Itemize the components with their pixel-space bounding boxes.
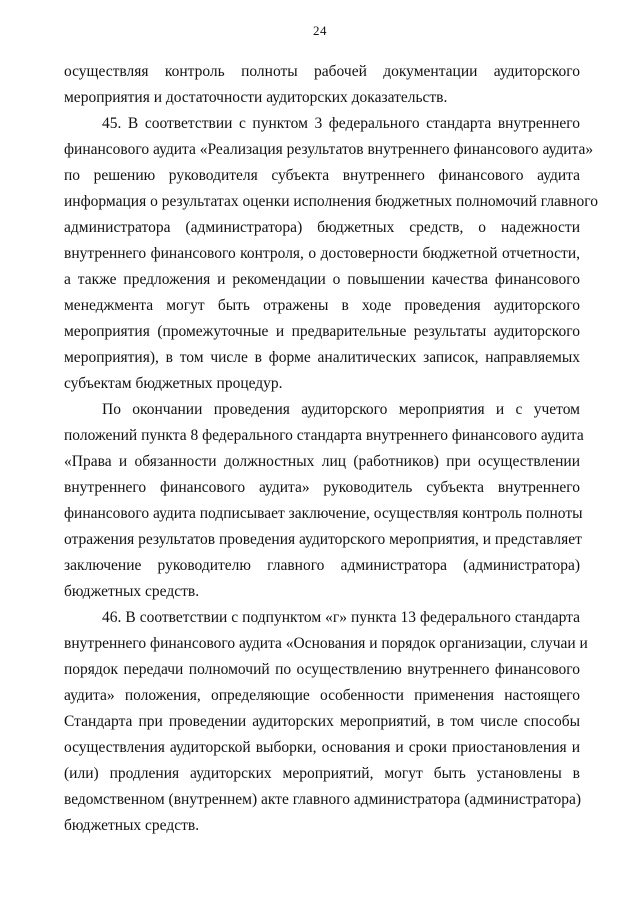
- text-line: внутреннего финансового контроля, о достоверности бюджетной отчетности,: [64, 245, 580, 262]
- text-line: осуществляя контроль полноты рабочей документации аудиторского: [64, 63, 580, 80]
- text-line: внутреннего финансового аудита «Основания и порядок организации, случаи и: [64, 635, 588, 652]
- paragraph-45-start: 45. В соответствии с пунктом 3 федерального стандарта внутреннего: [102, 115, 580, 132]
- text-line: администратора (администратора) бюджетных средств, о надежности: [64, 219, 580, 236]
- text-line: мероприятия (промежуточные и предварительные результаты аудиторского: [64, 323, 580, 340]
- text-line: положений пункта 8 федерального стандарта внутреннего финансового аудита: [64, 427, 584, 444]
- text-line: мероприятия и достаточности аудиторских доказательств.: [64, 89, 448, 106]
- text-line: бюджетных средств.: [64, 583, 200, 600]
- text-line: Стандарта при проведении аудиторских мероприятий, в том числе способы: [64, 713, 580, 730]
- text-line: бюджетных средств.: [64, 817, 200, 834]
- text-line: «Права и обязанности должностных лиц (работников) при осуществлении: [64, 453, 580, 470]
- text-line: по решению руководителя субъекта внутреннего финансового аудита: [64, 167, 580, 184]
- text-line: (или) продления аудиторских мероприятий, могут быть установлены в: [64, 765, 580, 782]
- text-line: порядок передачи полномочий по осуществлению внутреннего финансового: [64, 661, 580, 678]
- text-line: отражения результатов проведения аудиторского мероприятия, и представляет: [64, 531, 582, 548]
- text-line: финансового аудита подписывает заключение, осуществляя контроль полноты: [64, 505, 583, 522]
- text-line: менеджмента могут быть отражены в ходе проведения аудиторского: [64, 297, 580, 314]
- text-line: ведомственном (внутреннем) акте главного администратора (администратора): [64, 791, 582, 808]
- text-line: информация о результатах оценки исполнения бюджетных полномочий главного: [64, 193, 599, 210]
- text-line: мероприятия), в том числе в форме аналитических записок, направляемых: [64, 349, 580, 366]
- text-line: финансового аудита «Реализация результатов внутреннего финансового аудита»: [64, 141, 594, 158]
- text-line: осуществления аудиторской выборки, основания и сроки приостановления и: [64, 739, 580, 756]
- text-line: заключение руководителю главного администратора (администратора): [64, 557, 580, 574]
- text-line: аудита» положения, определяющие особенности применения настоящего: [64, 687, 580, 704]
- text-line: субъектам бюджетных процедур.: [64, 375, 283, 392]
- text-line: а также предложения и рекомендации о повышении качества финансового: [64, 271, 580, 288]
- paragraph-46-start: 46. В соответствии с подпунктом «г» пункта 13 федерального стандарта: [102, 609, 580, 626]
- text-line: внутреннего финансового аудита» руководитель субъекта внутреннего: [64, 479, 580, 496]
- page-number: 24: [313, 23, 327, 38]
- paragraph-continuation-start: По окончании проведения аудиторского мероприятия и с учетом: [102, 401, 580, 418]
